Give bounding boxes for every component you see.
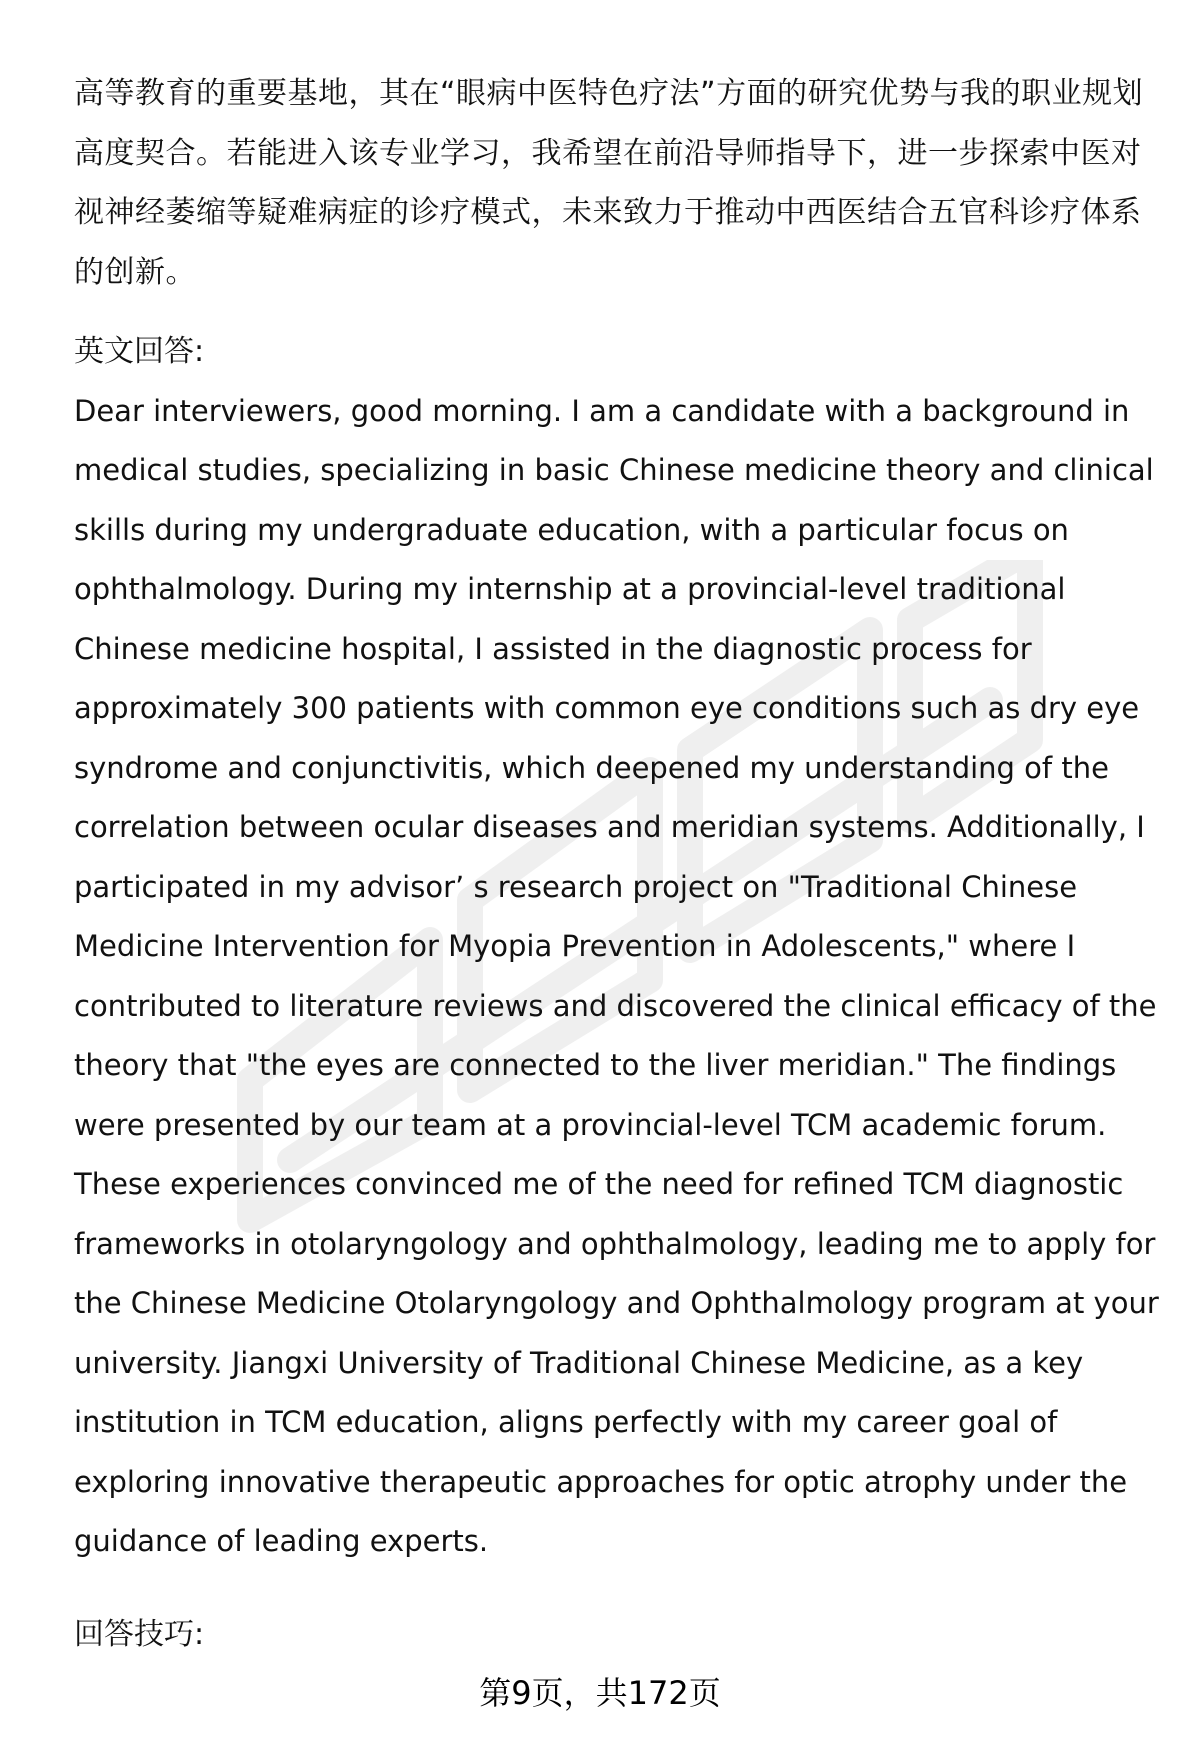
chinese-paragraph: 高等教育的重要基地，其在“眼病中医特色疗法”方面的研究优势与我的职业规划高度契合。若能进入该专业学习，我希望在前沿导师指导下，进一步探索中医对视神经萎缩等疑难病症的诊疗模式，未来致力于推动中西医结合五官科诊疗体系的创新。 <box>74 76 1144 290</box>
english-answer-label: 英文回答: <box>74 334 205 369</box>
page-indicator: 第9页，共172页 <box>479 1674 721 1712</box>
english-answer-paragraph: Dear interviewers, good morning. I am a candidate with a background in medical studies, specializing in basic Chinese medicine theory and clinical skills during my undergraduate education, with a particular focus on ophthalmology. During my internship at a provincial-level traditional Chinese medicine hospital, I assisted in the diagnostic process for approximately 300 patients with common eye conditions such as dry eye syndrome and conjunctivitis, which deepened my understanding of the correlation between ocular diseases and meridian systems. Additionally, I participated in my advisor’ s research project on "Traditional Chinese Medicine Intervention for Myopia Prevention in Adolescents," where I contributed to literature reviews and discovered the clinical efficacy of the theory that "the eyes are connected to the liver meridian." The findings were presented by our team at a provincial-level TCM academic forum. These experiences convinced me of the need for refined TCM diagnostic frameworks in otolaryngology and ophthalmology, leading me to apply for the Chinese Medicine Otolaryngology and Ophthalmology program at your university. Jiangxi University of Traditional Chinese Medicine, as a key institution in TCM education, aligns perfectly with my career goal of exploring innovative therapeutic approaches for optic atrophy under the guidance of leading experts. <box>74 393 1159 1558</box>
answer-tips-label: 回答技巧: <box>74 1617 205 1652</box>
document-body <box>74 64 1160 1572</box>
